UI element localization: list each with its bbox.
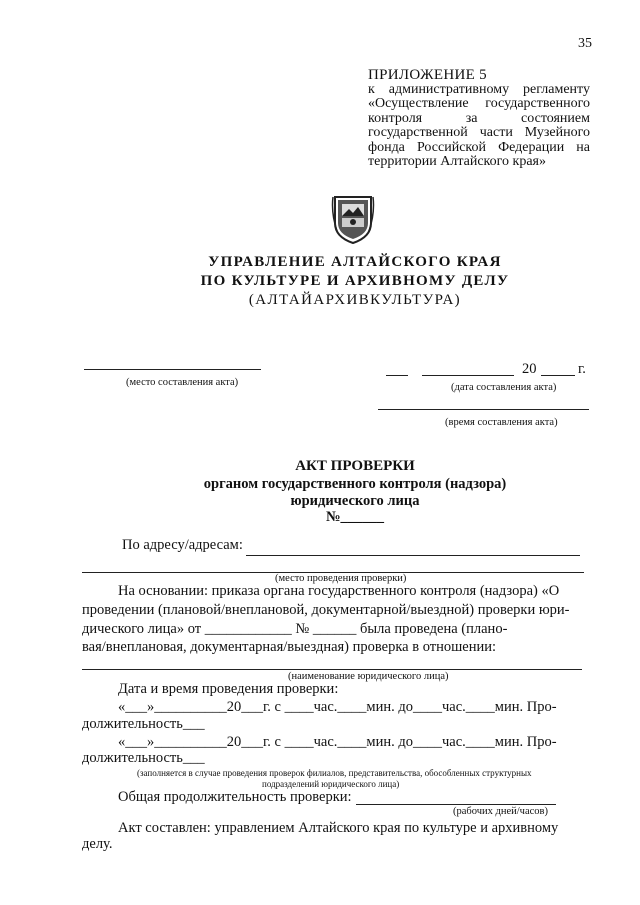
act-subtitle-2: юридического лица (290, 493, 420, 509)
basis-line-4: вая/внеплановая, документарная/выездная) проверка в отношении: (82, 639, 497, 655)
address-caption: (место проведения проверки) (275, 573, 407, 584)
basis-line-2: проведении (плановой/внеплановой, документарной/выездной) проверки юри- (82, 602, 570, 618)
date-day-line (386, 375, 408, 376)
time-caption: (время составления акта) (445, 417, 558, 428)
appendix-text: к административному регламенту «Осуществление государственного контроля за состоянием государственной части Музейного фонда Российской Федерации на территории Алтайского края» (368, 81, 590, 169)
composed-line-2: делу. (82, 836, 113, 852)
appendix-block (368, 68, 590, 170)
date-year-line (541, 375, 575, 376)
place-field-line (84, 369, 261, 370)
place-caption: (место составления акта) (126, 377, 239, 388)
basis-line-1: На основании: приказа органа государственного контроля (надзора) «О (118, 583, 560, 599)
inspection-duration-1: должительность___ (82, 716, 205, 732)
organization-short-name: (АЛТАЙАРХИВКУЛЬТУРА) (248, 292, 462, 308)
inspection-note-2: подразделений юридического лица) (262, 779, 400, 789)
legal-entity-caption: (наименование юридического лица) (288, 671, 449, 682)
composed-line-1: Акт составлен: управлением Алтайского края по культуре и архивному (118, 820, 559, 836)
legal-entity-field-line (82, 669, 582, 670)
duration-field-line (356, 804, 556, 805)
date-caption: (дата составления акта) (451, 382, 557, 393)
inspection-row-2: «___»__________20___г. с ____час.____мин. до____час.____мин. Про- (118, 734, 557, 750)
date-month-line (422, 375, 514, 376)
appendix-title: ПРИЛОЖЕНИЕ 5 (368, 67, 487, 83)
act-number: №______ (325, 509, 385, 525)
inspection-row-1: «___»__________20___г. с ____час.____мин. до____час.____мин. Про- (118, 699, 557, 715)
address-label: По адресу/адресам: (122, 537, 243, 553)
duration-caption: (рабочих дней/часов) (453, 806, 548, 817)
act-title: АКТ ПРОВЕРКИ (295, 458, 415, 474)
organization-line-2: ПО КУЛЬТУРЕ И АРХИВНОМУ ДЕЛУ (200, 273, 510, 289)
date-year-prefix: 20 (522, 361, 537, 377)
inspection-label: Дата и время проведения проверки: (118, 681, 339, 697)
basis-line-3: дического лица» от ____________ № ______ была проведена (плано- (82, 621, 508, 637)
page-number: 35 (578, 36, 592, 51)
time-field-line (378, 409, 589, 410)
coat-of-arms-icon (331, 193, 375, 245)
act-subtitle-1: органом государственного контроля (надзора) (203, 476, 507, 492)
address-field-line (246, 555, 580, 556)
date-year-suffix: г. (578, 361, 586, 377)
duration-label: Общая продолжительность проверки: (118, 789, 352, 805)
organization-line-1: УПРАВЛЕНИЕ АЛТАЙСКОГО КРАЯ (208, 254, 502, 270)
inspection-note-1: (заполняется в случае проведения проверок филиалов, представительства, обособленных структурных (137, 768, 532, 778)
inspection-duration-2: должительность___ (82, 750, 205, 766)
